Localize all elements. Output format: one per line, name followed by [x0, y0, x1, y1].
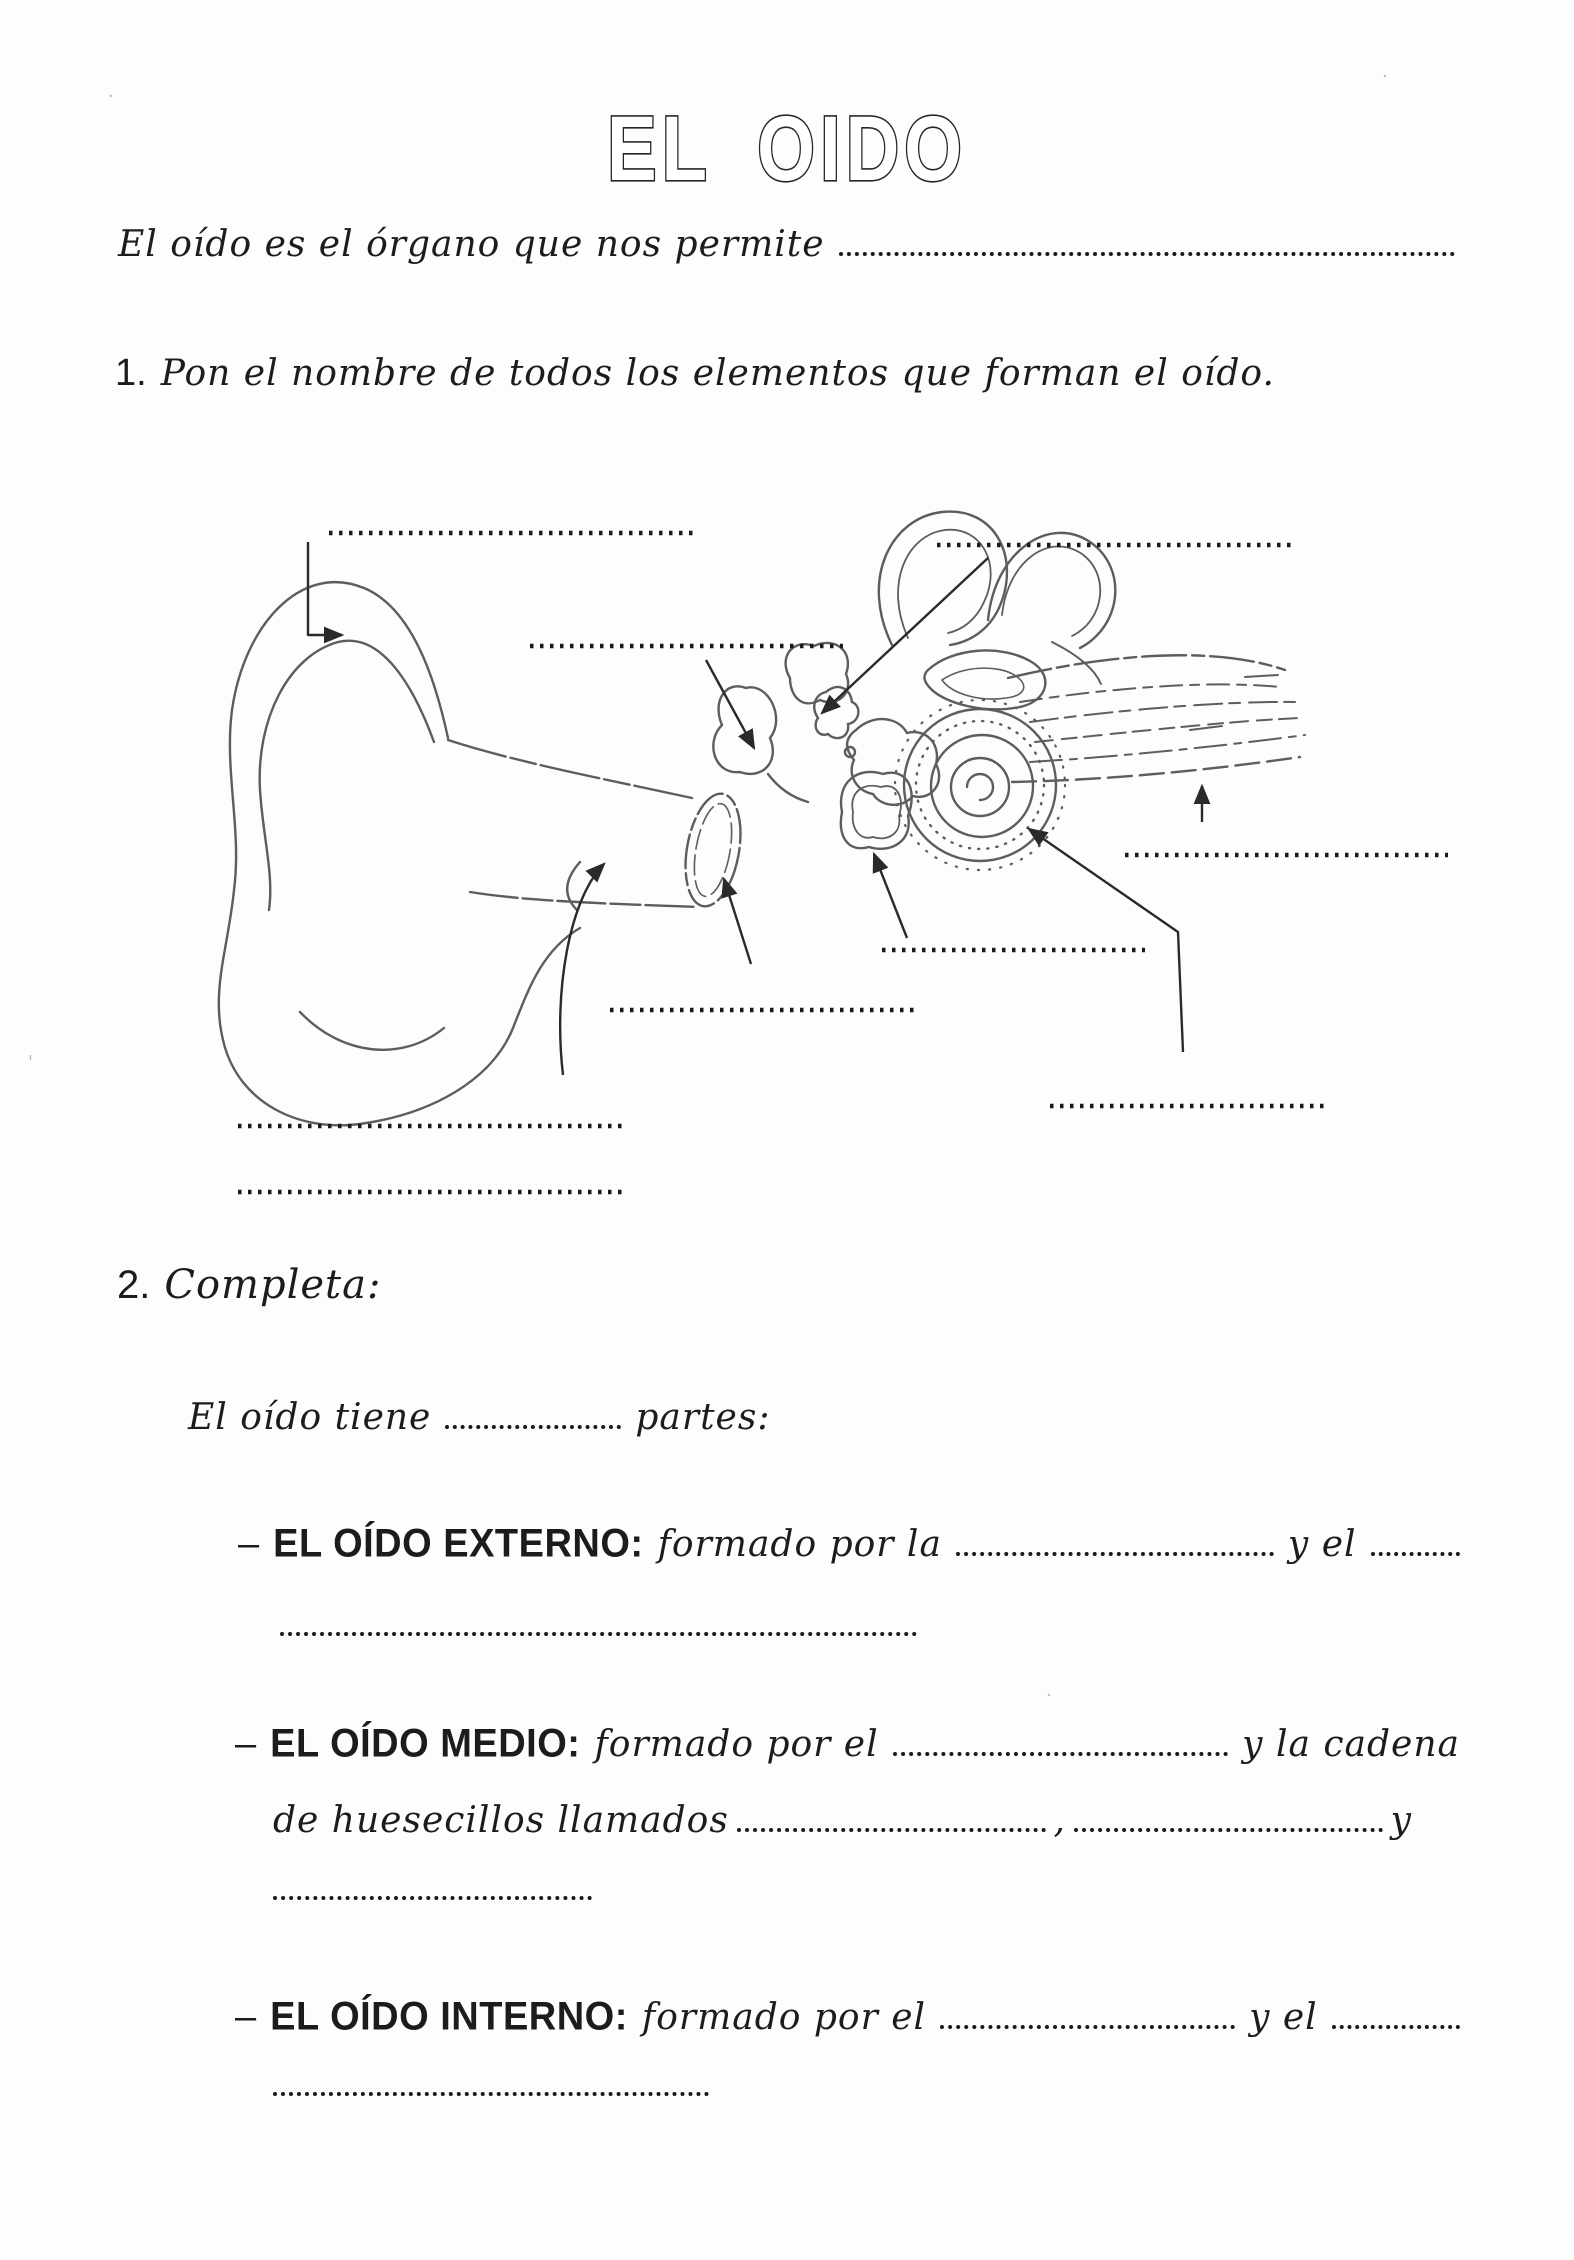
q2-intro-pre: El oído tiene — [188, 1397, 432, 1438]
incus — [786, 643, 849, 703]
round-window-inner — [852, 786, 901, 839]
stapes — [814, 687, 858, 738]
eardrum-inner — [688, 801, 738, 899]
externo-blank1 — [956, 1522, 1274, 1556]
nerve-fibre-1 — [1020, 684, 1280, 702]
medio-text1: formado por el — [594, 1724, 879, 1765]
question-2-title: Completa: — [164, 1262, 382, 1308]
cochlea-spiral — [967, 774, 993, 800]
canal-ampulla — [942, 668, 1024, 699]
intro-text: El oído es el órgano que nos permite — [118, 224, 825, 265]
externo-text1: formado por la — [657, 1524, 942, 1565]
externo-name: EL OÍDO EXTERNO: — [273, 1521, 644, 1567]
interno-text2: y el — [1249, 1997, 1318, 2038]
canal-upper-wall — [448, 740, 692, 798]
arrow-to-ear-canal — [560, 864, 604, 1075]
medio-blank2 — [737, 1798, 1046, 1832]
canal-superior-inner — [898, 530, 991, 638]
interno-continuation-blank — [273, 2058, 709, 2096]
arrow-to-cochlea — [1029, 829, 1183, 1052]
item-externo-line1 — [238, 1522, 1460, 1566]
pinna-lobe-curve — [300, 1012, 444, 1050]
scan-speck: ' — [28, 1052, 33, 1073]
pinna-inner-fold — [260, 641, 434, 910]
interno-bullet: – — [235, 1996, 257, 2038]
q2-intro-line — [188, 1395, 770, 1438]
question-2-number: 2. — [117, 1263, 151, 1307]
page-title — [437, 84, 1137, 204]
ossicle-link — [768, 774, 808, 802]
ear-diagram — [150, 430, 1450, 1260]
medio-line2-pre: de huesecillos llamados — [273, 1800, 729, 1841]
cochlea-stipple-2 — [895, 700, 1065, 870]
scan-speck: · — [108, 86, 114, 107]
interno-blank2 — [1332, 1995, 1460, 2029]
page-title-text: EL OIDO — [607, 98, 967, 200]
medio-blank1 — [893, 1722, 1229, 1756]
medio-name: EL OÍDO MEDIO: — [270, 1721, 581, 1767]
medio-text2: y la cadena — [1242, 1724, 1460, 1765]
item-medio-line1 — [235, 1722, 1460, 1766]
arrow-to-eardrum — [724, 879, 751, 964]
arrow-to-oval-window — [874, 854, 907, 938]
pinna-outline — [219, 582, 580, 1125]
diagram-label-blanks — [238, 533, 1448, 1192]
medio-line2-end: y — [1390, 1800, 1412, 1841]
canal-superior-outer — [879, 512, 1007, 645]
arrow-to-malleus — [706, 660, 754, 748]
externo-continuation-blank — [280, 1598, 917, 1636]
interno-blank1 — [940, 1995, 1235, 2029]
scan-speck: · — [1382, 66, 1388, 87]
canal-nerve-link — [1052, 642, 1101, 684]
cochlea-mid — [931, 735, 1033, 837]
interno-text1: formado por el — [641, 1997, 927, 2038]
scan-speck: · — [1046, 1685, 1052, 1706]
arrow-to-pinna — [308, 542, 342, 635]
ear-drawing — [219, 512, 1305, 1126]
question-1 — [115, 352, 1275, 395]
interno-name: EL OÍDO INTERNO: — [270, 1994, 628, 2040]
q2-intro-post: partes: — [635, 1397, 771, 1438]
medio-line2-sep: , — [1053, 1800, 1066, 1841]
item-medio-line2 — [273, 1798, 1412, 1841]
canal-posterior-inner — [1002, 546, 1100, 636]
externo-blank2 — [1371, 1522, 1460, 1556]
nerve-top-edge — [1008, 655, 1285, 678]
cochlea-core — [951, 758, 1009, 816]
cochlea-stipple-1 — [916, 721, 1044, 849]
nerve-stray-1 — [1245, 675, 1278, 677]
question-1-number: 1. — [115, 352, 147, 394]
q2-intro-blank — [445, 1395, 621, 1429]
diagram-arrows — [308, 542, 1202, 1075]
externo-bullet: – — [238, 1523, 260, 1565]
medio-continuation-blank — [273, 1862, 592, 1900]
intro-blank — [839, 222, 1456, 256]
item-interno-line1 — [235, 1995, 1460, 2039]
question-1-text: Pon el nombre de todos los elementos que forman el oído. — [160, 353, 1275, 394]
arrow-to-incus — [822, 558, 988, 713]
intro-line — [118, 222, 1455, 265]
nerve-fibre-2 — [1030, 702, 1296, 722]
externo-text2: y el — [1287, 1524, 1357, 1565]
question-2-heading — [117, 1262, 381, 1308]
medio-bullet: – — [235, 1723, 257, 1765]
nerve-fibre-3 — [1035, 718, 1300, 742]
medio-blank3 — [1074, 1798, 1383, 1832]
